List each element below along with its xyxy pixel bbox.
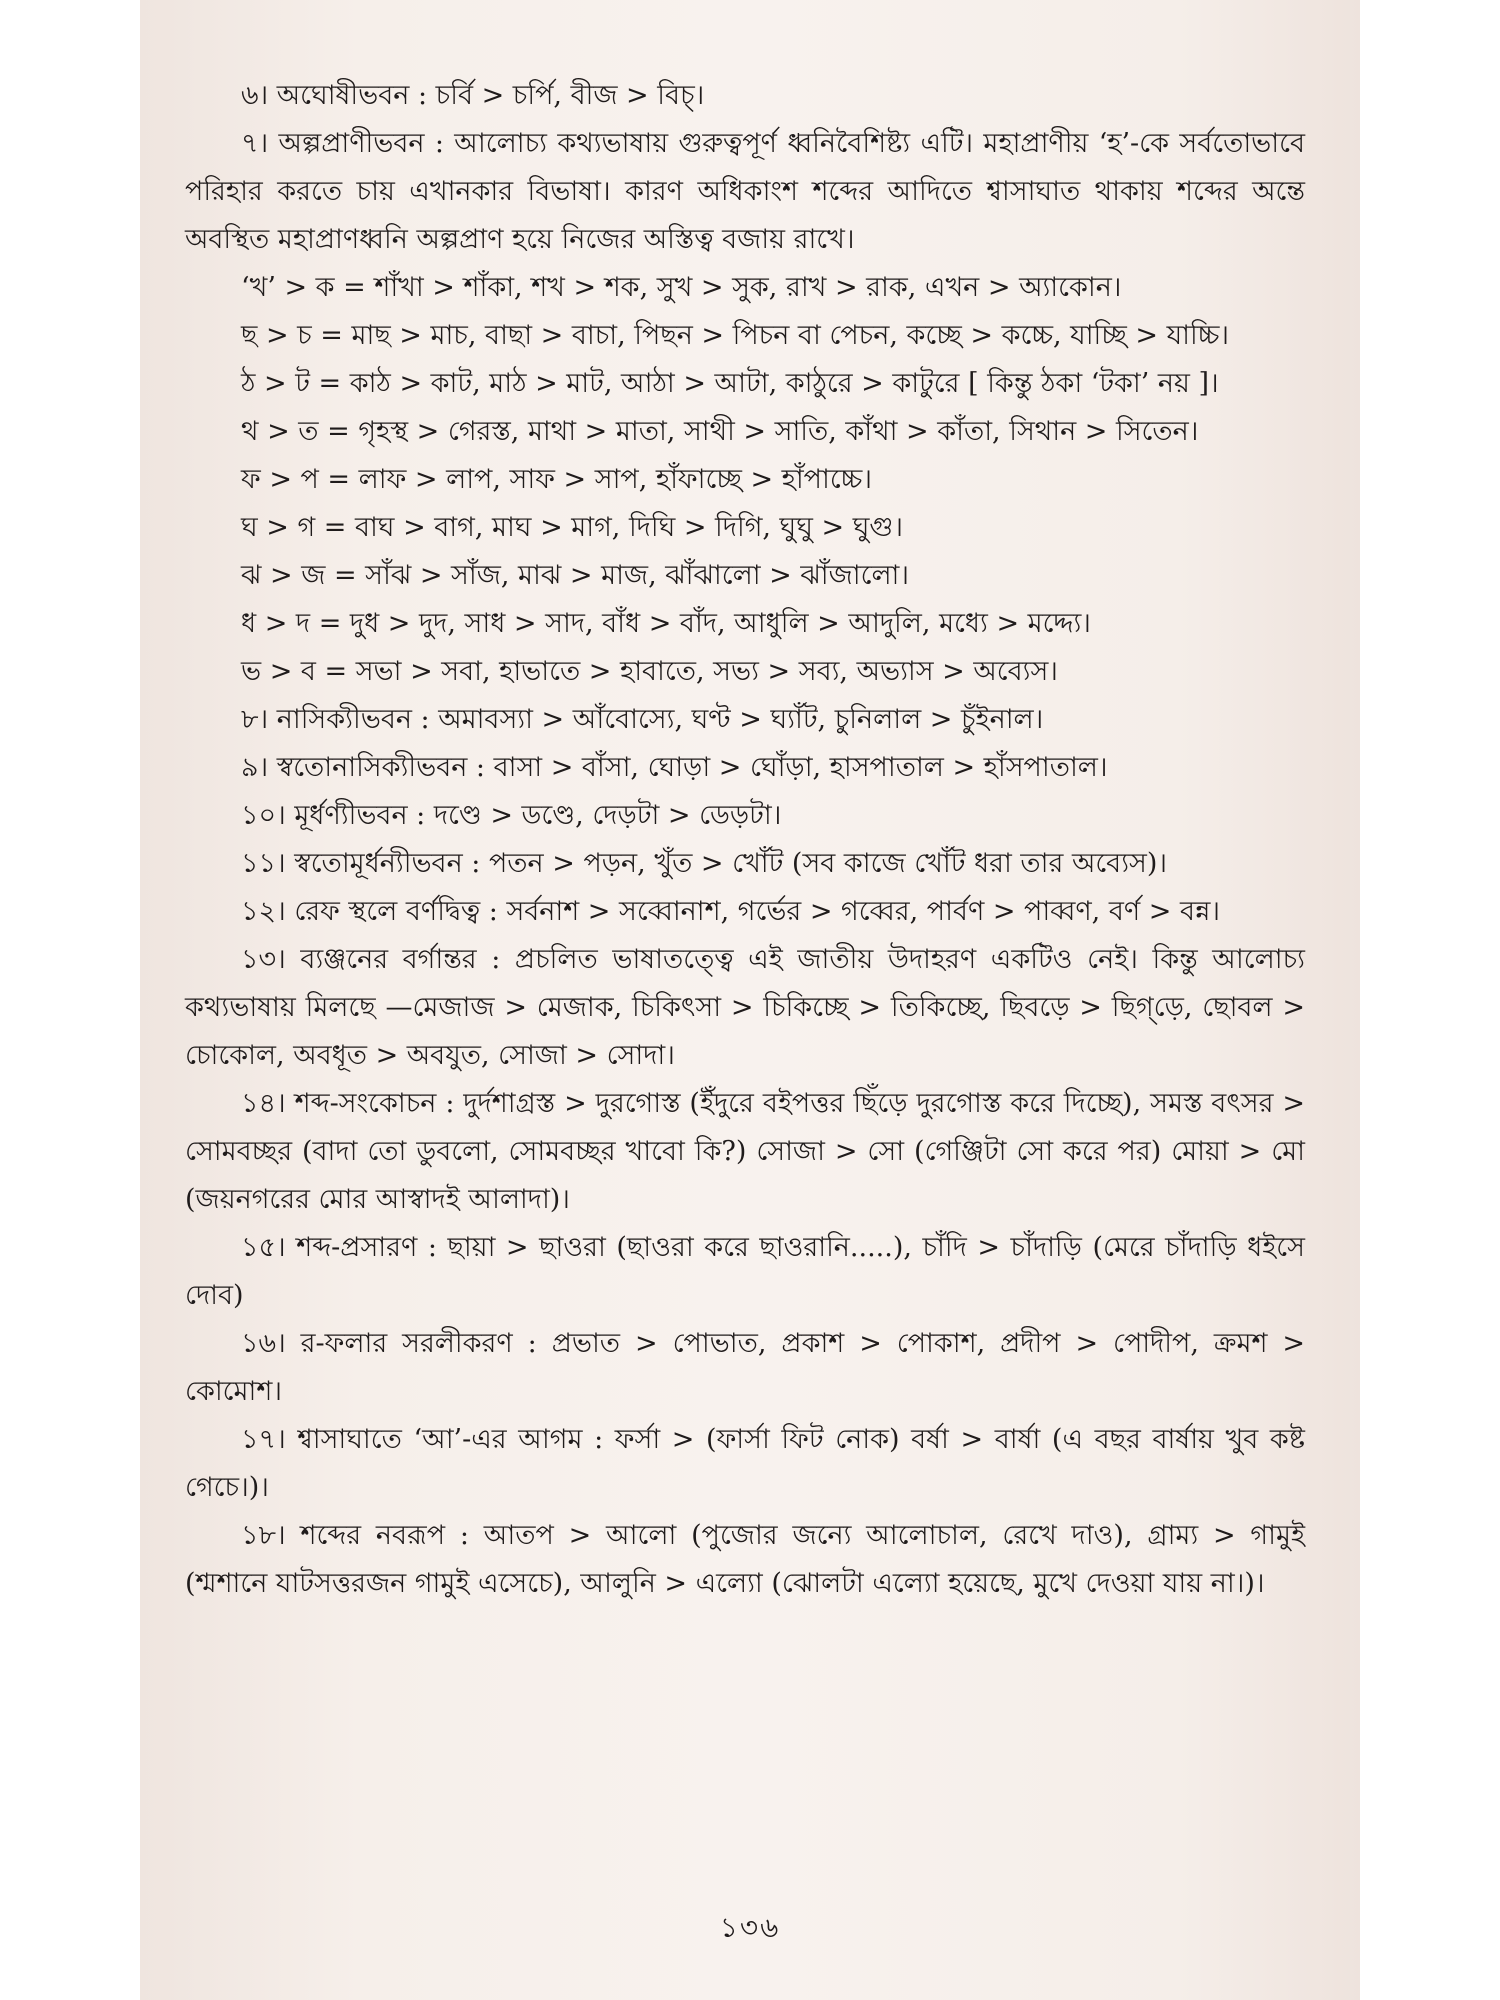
paragraph-6: ৬। অঘোষীভবন : চর্বি > চর্পি, বীজ > বিচ্।: [241, 80, 705, 111]
example-dha-da: ধ > দ = দুধ > দুদ, সাধ > সাদ, বাঁধ > বাঁদ, আধুলি > আদুলি, মধ্যে > মদ্দ্যে।: [241, 608, 1091, 639]
example-ttha-tta: ঠ > ট = কাঠ > কাট, মাঠ > মাট, আঠা > আটা, কাঠুরে > কাটুরে [ কিন্তু ঠকা ‘টকা’ নয় ]।: [241, 368, 1219, 399]
paragraph-7: ৭। অল্পপ্রাণীভবন : আলোচ্য কথ্যভাষায় গুরুত্বপূর্ণ ধ্বনিবৈশিষ্ট্য এটি। মহাপ্রাণীয় ‘হ’-কে সর্বতোভাবে পরিহার করতে চায় এখানকার বিভাষা। কারণ অধিকাংশ শব্দের আদিতে শ্বাসাঘাত থাকায় শব্দের অন্তে অবস্থিত মহাপ্রাণধ্বনি অল্পপ্রাণ হয়ে নিজের অস্তিত্ব বজায় রাখে।: [185, 128, 1305, 255]
paragraph-13: ১৩। ব্যঞ্জনের বর্গান্তর : প্রচলিত ভাষাতত্ত্বে এই জাতীয় উদাহরণ একটিও নেই। কিন্তু আলোচ্য কথ্যভাষায় মিলছে —মেজাজ > মেজাক, চিকিৎসা > চিকিচ্ছে > তিকিচ্ছে, ছিবড়ে > ছিগ্‌ড়ে, ছোবল > চোকোল, অবধূত > অবযুত, সোজা > সোদা।: [185, 944, 1305, 1071]
paragraph-12: ১২। রেফ স্থলে বর্ণদ্বিত্ব : সর্বনাশ > সব্বোনাশ, গর্ভের > গব্বের, পার্বণ > পাব্বণ, বর্ণ > বন্ন।: [241, 896, 1221, 927]
paragraph-15: ১৫। শব্দ-প্রসারণ : ছায়া > ছাওরা (ছাওরা করে ছাওরানি.....), চাঁদি > চাঁদাড়ি (মেরে চাঁদাড়ি ধইসে দোব): [185, 1232, 1305, 1311]
example-jha-ja: ঝ > জ = সাঁঝ > সাঁজ, মাঝ > মাজ, ঝাঁঝালো > ঝাঁজালো।: [241, 560, 910, 591]
paragraph-8: ৮। নাসিক্যীভবন : অমাবস্যা > আঁবোস্যে, ঘণ্ট > ঘ্যাঁট, চুনিলাল > চুঁইনাল।: [241, 704, 1044, 735]
page-number: ১৩৬: [719, 1911, 781, 1944]
paragraph-10: ১০। মূর্ধণ্যীভবন : দণ্ডে > ডণ্ডে, দেড়টা > ডেড়টা।: [241, 800, 782, 831]
example-chha-cha: ছ > চ = মাছ > মাচ, বাছা > বাচা, পিছন > পিচন বা পেচন, কচ্ছে > কচ্চে, যাচ্ছি > যাচ্চি।: [241, 320, 1230, 351]
example-tha-ta: থ > ত = গৃহস্থ > গেরস্ত, মাথা > মাতা, সাথী > সাতি, কাঁথা > কাঁতা, সিথান > সিতেন।: [241, 416, 1199, 447]
paragraph-18: ১৮। শব্দের নবরূপ : আতপ > আলো (পুজোর জন্যে আলোচাল, রেখে দাও), গ্রাম্য > গামুই (শ্মশানে যাটসত্তরজন গামুই এসেচে), আলুনি > এল্যো (ঝোলটা এল্যো হয়েছে, মুখে দেওয়া যায় না।)।: [185, 1520, 1305, 1599]
paragraph-14: ১৪। শব্দ-সংকোচন : দুর্দশাগ্রস্ত > দুরগোস্ত (ইঁদুরে বইপত্তর ছিঁড়ে দুরগোস্ত করে দিচ্ছে), সমস্ত বৎসর > সোমবচ্ছর (বাদা তো ডুবলো, সোমবচ্ছর খাবো কি?) সোজা > সো (গেঞ্জিটা সো করে পর) মোয়া > মো (জয়নগরের মোর আস্বাদই আলাদা)।: [185, 1088, 1305, 1215]
example-pha-pa: ফ > প = লাফ > লাপ, সাফ > সাপ, হাঁফাচ্ছে > হাঁপাচ্চে।: [241, 464, 873, 495]
page-text: [185, 72, 1305, 1608]
paragraph-9: ৯। স্বতোনাসিক্যীভবন : বাসা > বাঁসা, ঘোড়া > ঘোঁড়া, হাসপাতাল > হাঁসপাতাল।: [241, 752, 1108, 783]
example-bha-ba: ভ > ব = সভা > সবা, হাভাতে > হাবাতে, সভ্য > সব্য, অভ্যাস > অব্যেস।: [241, 656, 1058, 687]
paragraph-17: ১৭। শ্বাসাঘাতে ‘আ’-এর আগম : ফর্সা > (ফার্সা ফিট নোক) বর্ষা > বার্ষা (এ বছর বার্ষায় খুব কষ্ট গেচে।)।: [185, 1424, 1305, 1503]
book-page: [140, 0, 1360, 2000]
paragraph-16: ১৬। র-ফলার সরলীকরণ : প্রভাত > পোভাত, প্রকাশ > পোকাশ, প্রদীপ > পোদীপ, ক্রমশ > কোমোশ।: [185, 1328, 1305, 1407]
example-kha-ka: ‘খ’ > ক = শাঁখা > শাঁকা, শখ > শক, সুখ > সুক, রাখ > রাক, এখন > অ্যাকোন।: [241, 272, 1122, 303]
example-gha-ga: ঘ > গ = বাঘ > বাগ, মাঘ > মাগ, দিঘি > দিগি, ঘুঘু > ঘুগু।: [241, 512, 903, 543]
paragraph-11: ১১। স্বতোমূর্ধন্যীভবন : পতন > পড়ন, খুঁত > খোঁট (সব কাজে খোঁট ধরা তার অব্যেস)।: [241, 848, 1168, 879]
